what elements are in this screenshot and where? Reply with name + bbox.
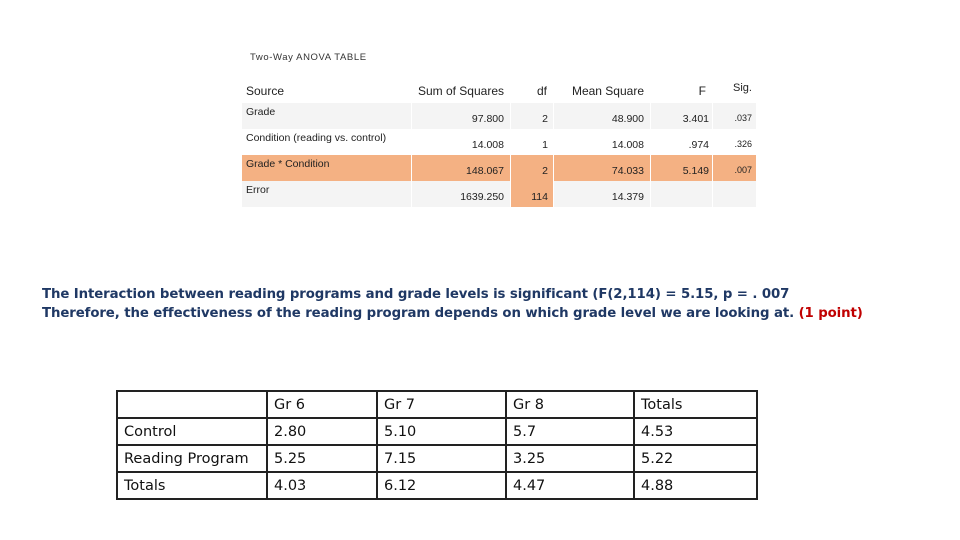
- sig-cell: .326: [734, 139, 752, 149]
- f-cell: .974: [688, 139, 709, 151]
- means-row-control: [117, 418, 757, 445]
- means-cell: 5.7: [506, 418, 634, 445]
- source-cell: Error: [242, 181, 411, 207]
- means-header-cell: Gr 7: [377, 391, 506, 418]
- sig-cell: [713, 181, 756, 207]
- means-cell: 4.53: [634, 418, 757, 445]
- means-row-label: Control: [117, 418, 267, 445]
- anova-row-interaction: [242, 155, 756, 181]
- anova-header-row: [242, 79, 756, 103]
- anova-table: [242, 79, 756, 207]
- df-cell: 1: [542, 139, 548, 151]
- ss-cell: 97.800: [412, 103, 510, 129]
- means-row-reading-program: [117, 445, 757, 472]
- sig-cell: .037: [713, 103, 756, 129]
- anova-row-condition: [242, 129, 756, 155]
- means-header-cell: Totals: [634, 391, 757, 418]
- means-cell: 7.15: [377, 445, 506, 472]
- anova-row-error: [242, 181, 756, 207]
- means-cell: 2.80: [267, 418, 377, 445]
- interpretation-line-2: [42, 304, 942, 323]
- means-cell: 4.47: [506, 472, 634, 499]
- means-header-cell: Gr 6: [267, 391, 377, 418]
- means-cell: 5.25: [267, 445, 377, 472]
- interpretation-line-1: The Interaction between reading programs and grade levels is significant (F(2,114) = 5.15, p = . 007: [42, 287, 790, 302]
- means-row-totals: [117, 472, 757, 499]
- means-cell: 4.03: [267, 472, 377, 499]
- means-row-label: Totals: [117, 472, 267, 499]
- means-header-cell: Gr 8: [506, 391, 634, 418]
- means-cell: 3.25: [506, 445, 634, 472]
- interpretation-line-2-text: Therefore, the effectiveness of the reading program depends on which grade level we are looking at.: [42, 306, 795, 321]
- means-header-row: [117, 391, 757, 418]
- means-cell: 5.22: [634, 445, 757, 472]
- ms-cell: 48.900: [554, 103, 650, 129]
- header-sum-of-squares: Sum of Squares: [417, 84, 504, 98]
- means-cell: 5.10: [377, 418, 506, 445]
- ss-cell: 14.008: [471, 139, 504, 151]
- ss-cell: 1639.250: [412, 181, 510, 207]
- ms-cell: 14.008: [611, 139, 644, 151]
- ss-cell: 148.067: [412, 155, 510, 181]
- df-cell: 2: [511, 103, 553, 129]
- means-cell: 4.88: [634, 472, 757, 499]
- ms-cell: 14.379: [554, 181, 650, 207]
- interpretation-text: [42, 285, 942, 323]
- header-f: F: [698, 84, 706, 98]
- header-df: df: [536, 84, 547, 98]
- source-cell: Condition (reading vs. control): [246, 132, 387, 144]
- sig-cell: .007: [713, 155, 756, 181]
- anova-row-grade: [242, 103, 756, 129]
- header-mean-square: Mean Square: [571, 84, 644, 98]
- means-row-label: Reading Program: [117, 445, 267, 472]
- means-cell: 6.12: [377, 472, 506, 499]
- ms-cell: 74.033: [554, 155, 650, 181]
- f-cell: 5.149: [651, 155, 712, 181]
- source-cell: Grade: [242, 103, 411, 129]
- points-label: (1 point): [798, 306, 863, 321]
- means-table: [116, 390, 758, 500]
- df-cell: 114: [511, 181, 553, 207]
- source-cell: Grade * Condition: [242, 155, 411, 181]
- df-cell: 2: [511, 155, 553, 181]
- f-cell: 3.401: [651, 103, 712, 129]
- header-source: Source: [246, 84, 285, 98]
- means-header-cell: [117, 391, 267, 418]
- anova-table-title: Two-Way ANOVA TABLE: [250, 52, 367, 63]
- f-cell: [651, 181, 712, 207]
- header-sig: Sig.: [733, 82, 752, 94]
